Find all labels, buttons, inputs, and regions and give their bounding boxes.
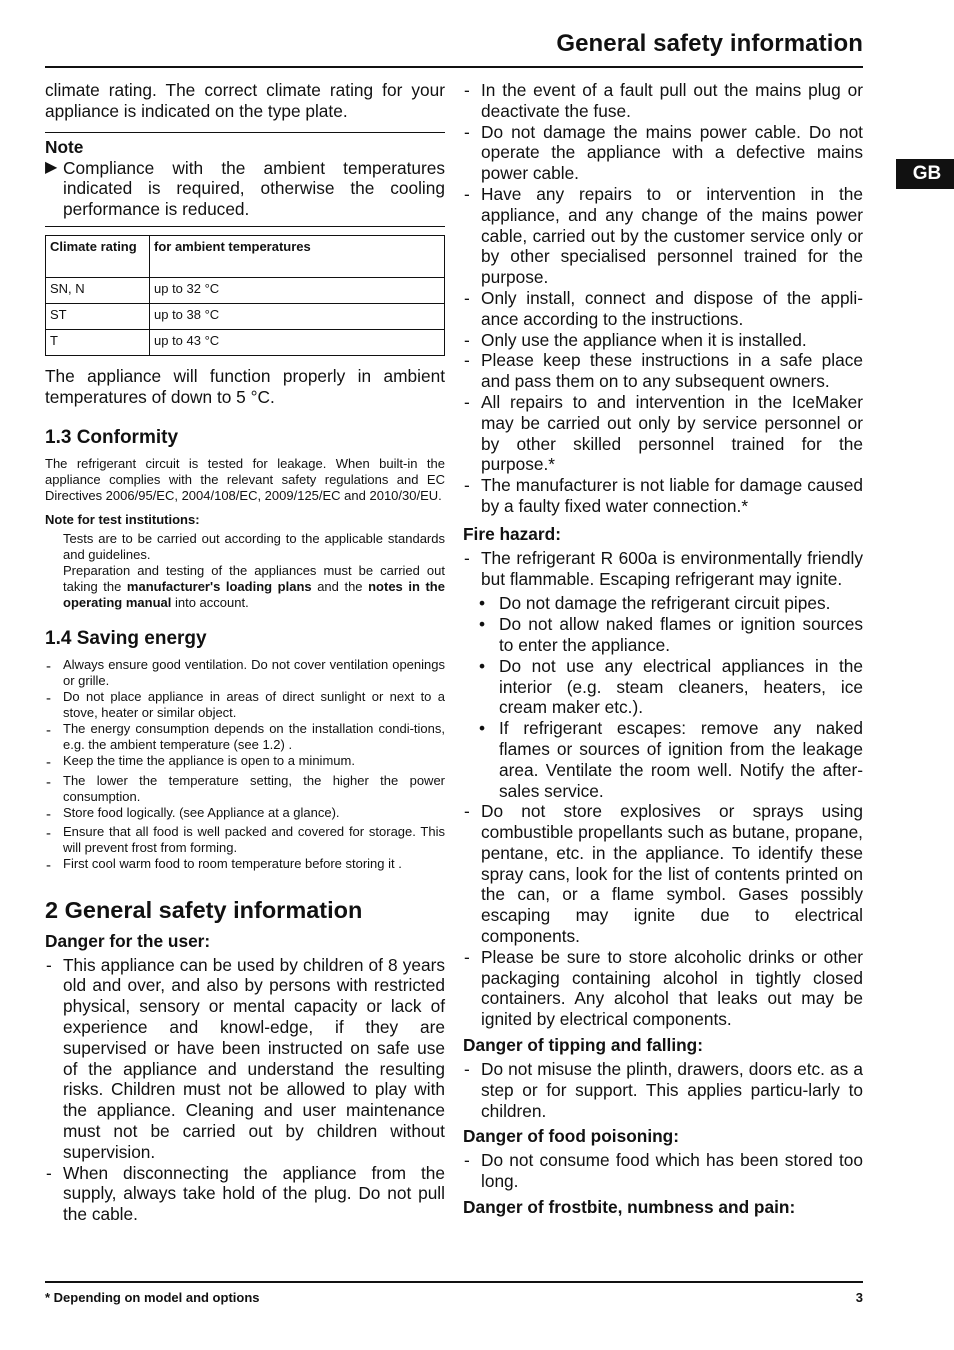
- table-header-climate-rating: Climate rating: [46, 235, 150, 277]
- tipping-list: [463, 1059, 863, 1121]
- list-item: [463, 548, 863, 802]
- triangle-right-icon: ▶: [45, 158, 58, 176]
- test-institutions-line-2: [63, 563, 445, 611]
- left-column: [45, 80, 445, 1225]
- table-cell: SN, N: [46, 277, 150, 303]
- table-row: [46, 303, 445, 329]
- list-item: - Do not misuse the plinth, drawers, doors etc. as a step or for support. This applies particu-larly to children.: [463, 1059, 863, 1121]
- test-institutions-text-c: and the: [311, 578, 369, 594]
- fire-hazard-list: [463, 548, 863, 1030]
- list-item: - The energy consumption depends on the installation condi-tions, e.g. the ambient temperature (see 1.2) .: [45, 721, 445, 753]
- page-header: [45, 28, 863, 68]
- fire-bullet-list: [463, 593, 863, 801]
- list-item: - All repairs to and intervention in the IceMaker may be carried out only by service personnel or by other skilled personnel trained for the purpose.*: [463, 392, 863, 475]
- danger-user-heading: Danger for the user:: [45, 930, 211, 951]
- loading-plans-emphasis: manufacturer's loading plans: [126, 578, 312, 594]
- note-text: Compliance with the ambient temperatures indicated is required, otherwise the cooling performance is reduced.: [63, 157, 445, 220]
- right-column: [463, 80, 863, 1221]
- note-box: [45, 132, 445, 227]
- saving-energy-list: [45, 657, 445, 872]
- table-row: [46, 277, 445, 303]
- safety-list-top: [463, 80, 863, 517]
- conformity-text: The refrigerant circuit is tested for leakage. When built-in the appliance complies with the relevant safety regulations and EC Directives 2006/95/EC, 2004/108/EC, 2009/125/EC and 2010/30/EU.: [45, 455, 445, 503]
- test-institutions-text-e: into account.: [171, 594, 249, 610]
- list-item: - First cool warm food to room temperature before storing it .: [45, 856, 445, 872]
- food-poisoning-list: [463, 1150, 863, 1192]
- list-item: - Keep the time the appliance is open to a minimum.: [45, 753, 445, 769]
- table-cell: up to 43 °C: [150, 329, 445, 355]
- table-cell: up to 38 °C: [150, 303, 445, 329]
- operating-manual-emphasis: notes in the operating manual: [63, 578, 445, 610]
- page-footer: [45, 1281, 863, 1305]
- list-item: - The manufacturer is not liable for damage caused by a faulty fixed water connection.*: [463, 475, 863, 517]
- tipping-heading: Danger of tipping and falling:: [463, 1035, 703, 1056]
- list-item: - Ensure that all food is well packed and covered for storage. This will prevent frost from forming.: [45, 824, 445, 856]
- bullet-item: • Do not allow naked flames or ignition sources to enter the appliance.: [463, 614, 863, 656]
- list-item: - Do not consume food which has been stored too long.: [463, 1150, 863, 1192]
- climate-rating-table: [45, 235, 445, 356]
- table-header-ambient-temperatures: for ambient temperatures: [150, 235, 445, 277]
- ambient-temperature-text: The appliance will function properly in ambient temperatures of down to 5 °C.: [45, 365, 445, 407]
- table-cell: up to 32 °C: [150, 277, 445, 303]
- table-cell: ST: [46, 303, 150, 329]
- frostbite-heading: Danger of frostbite, numbness and pain:: [463, 1197, 796, 1218]
- general-safety-heading: 2 General safety information: [45, 896, 363, 923]
- list-item: - Store food logically. (see Appliance at a glance).: [45, 805, 445, 821]
- language-tab-gb: GB: [896, 159, 954, 189]
- saving-energy-heading: 1.4 Saving energy: [45, 627, 207, 649]
- page-number: 3: [855, 1290, 863, 1305]
- food-poisoning-heading: Danger of food poisoning:: [463, 1126, 679, 1147]
- list-item: - When disconnecting the appliance from the supply, always take hold of the plug. Do not pull the cable.: [45, 1163, 445, 1225]
- list-item: - This appliance can be used by children of 8 years old and over, and also by persons with restricted physical, sensory or mental capacity or lack of experience and knowl-edge, if they are supervised or have been instructed on safe use of the appliance and understand the resulting risks. Children must not be allowed to play with the appliance. Cleaning and user maintenance must not be carried out by children without supervision.: [45, 955, 445, 1163]
- table-header-row: [46, 235, 445, 277]
- list-item: - In the event of a fault pull out the mains plug or deactivate the fuse.: [463, 80, 863, 122]
- bullet-item: • Do not use any electrical appliances in the interior (e.g. steam cleaners, heaters, ice cream maker etc.).: [463, 656, 863, 718]
- list-item: - Do not store explosives or sprays using combustible propellants such as butane, propane, pentane, etc. in the appliance. To identify these spray cans, look for the list of contents printed on the can, or a flame symbol. Gases possibly escaping may ignite due to electrical components.: [463, 801, 863, 947]
- list-item: - Have any repairs to or intervention in the appliance, and any change of the mains power cable, carried out by the customer service only or by other specialised personnel trained for the purpose.: [463, 184, 863, 288]
- test-institutions-line-1: Tests are to be carried out according to the applicable standards and guidelines.: [63, 530, 445, 562]
- bullet-item: • If refrigerant escapes: remove any naked flames or sources of ignition from the leakage area. Ventilate the room well. Notify the after-sales service.: [463, 718, 863, 801]
- list-item: - Only install, connect and dispose of the appli-ance according to the instructions.: [463, 288, 863, 330]
- table-row: [46, 329, 445, 355]
- list-item: - Please keep these instructions in a safe place and pass them on to any subsequent owners.: [463, 350, 863, 392]
- note-title: Note: [45, 136, 84, 157]
- test-institutions-block: [45, 531, 445, 611]
- list-item: - Do not place appliance in areas of direct sunlight or next to a stove, heater or similar object.: [45, 689, 445, 721]
- footnote: * Depending on model and options: [45, 1290, 260, 1305]
- list-item: - Only use the appliance when it is installed.: [463, 330, 863, 351]
- conformity-heading: 1.3 Conformity: [45, 426, 179, 448]
- refrigerant-text: The refrigerant R 600a is environmentally friendly but flammable. Escaping refrigerant may ignite.: [481, 547, 863, 589]
- note-text-block: [45, 158, 445, 220]
- fire-hazard-heading: Fire hazard:: [463, 523, 561, 544]
- list-item: - Always ensure good ventilation. Do not cover ventilation openings or grille.: [45, 657, 445, 689]
- climate-intro-text: climate rating. The correct climate rating for your appliance is indicated on the type plate.: [45, 80, 445, 121]
- table-cell: T: [46, 329, 150, 355]
- list-item: - The lower the temperature setting, the higher the power consumption.: [45, 773, 445, 805]
- list-item: - Please be sure to store alcoholic drinks or other packaging containing alcohol in tightly closed containers. Any alcohol that leaks out may be ignited by electrical components.: [463, 947, 863, 1030]
- danger-user-list: [45, 955, 445, 1225]
- test-institutions-title: Note for test institutions:: [45, 511, 200, 527]
- page-title: General safety information: [556, 30, 863, 57]
- bullet-item: • Do not damage the refrigerant circuit pipes.: [463, 593, 863, 614]
- test-institutions-text-a: Preparation and testing of the appliances must be carried out taking the: [63, 562, 445, 594]
- list-item: - Do not damage the mains power cable. Do not operate the appliance with a defective mains power cable.: [463, 122, 863, 184]
